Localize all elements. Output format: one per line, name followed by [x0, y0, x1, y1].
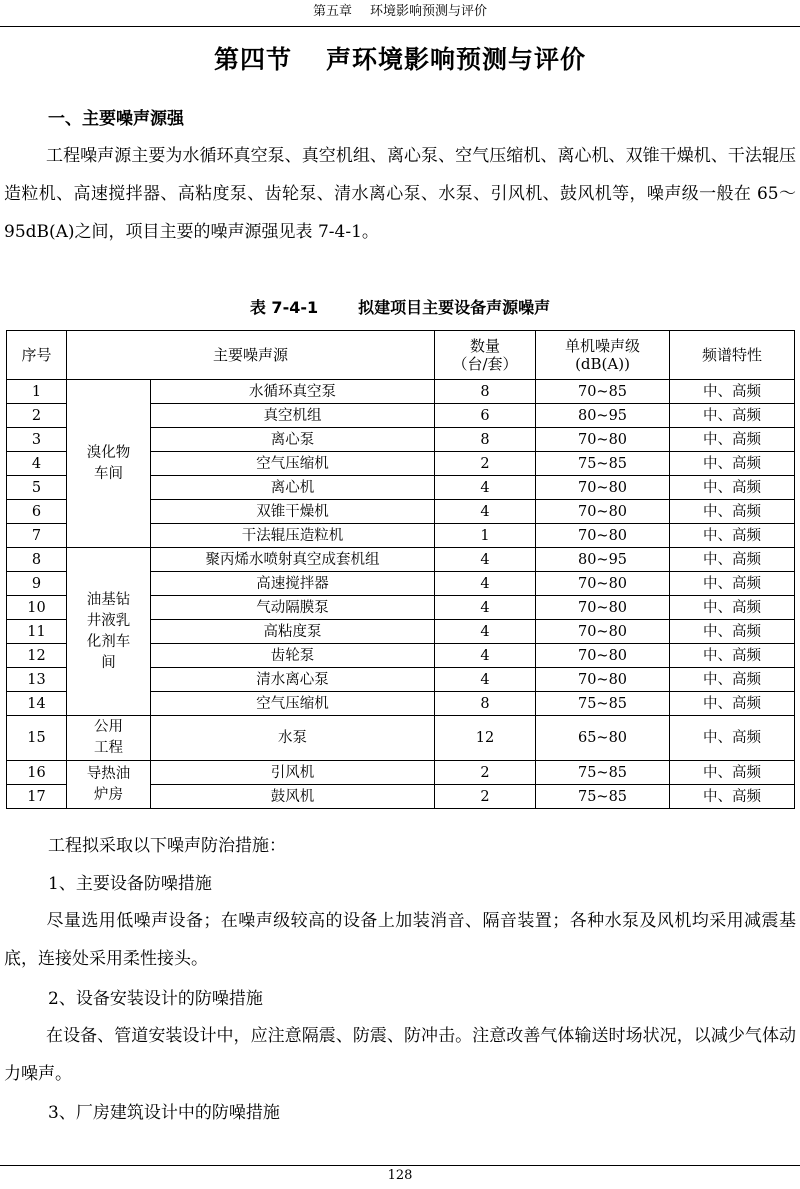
table-row: 6 双锥干燥机 4 70~80 中、高频: [7, 500, 795, 524]
group-bromide-workshop: 溴化物 车间: [67, 380, 151, 548]
measure-3-title: 3、厂房建筑设计中的防噪措施: [48, 1103, 280, 1123]
table-row: 14 空气压缩机 8 75~85 中、高频: [7, 692, 795, 716]
table-row: 3 离心泵 8 70~80 中、高频: [7, 428, 795, 452]
header-quantity: 数量 （台/套）: [435, 331, 536, 380]
measure-2-text: 在设备、管道安装设计中，应注意隔震、防震、防冲击。注意改善气体输送时场状况，以减少气体动力噪声。: [4, 1026, 796, 1084]
group-utilities: 公用 工程: [67, 716, 151, 761]
table-row: 11 高粘度泵 4 70~80 中、高频: [7, 620, 795, 644]
table-number: 表 7-4-1: [249, 298, 319, 317]
footer-rule: [0, 1165, 800, 1166]
chapter-title: 环境影响预测与评价: [370, 4, 488, 19]
table-caption: [0, 295, 800, 318]
table-row: 7 干法辊压造粒机 1 70~80 中、高频: [7, 524, 795, 548]
table-row: 5 离心机 4 70~80 中、高频: [7, 476, 795, 500]
noise-source-table: [6, 330, 795, 809]
table-row: 8 油基钻 井液乳 化剂车 间 聚丙烯水喷射真空成套机组 4 80~95 中、高频: [7, 548, 795, 572]
table-row: 13 清水离心泵 4 70~80 中、高频: [7, 668, 795, 692]
table-header-row: [7, 331, 795, 380]
group-drilling-fluid-workshop: 油基钻 井液乳 化剂车 间: [67, 548, 151, 716]
intro-paragraph-text: 工程噪声源主要为水循环真空泵、真空机组、离心泵、空气压缩机、离心机、双锥干燥机、干法辊压造粒机、高速搅拌器、高粘度泵、齿轮泵、清水离心泵、水泵、引风机、鼓风机等，噪声级一般在 65～95dB(A)之间，项目主要的噪声源强见表 7-4-1。: [4, 146, 796, 242]
header-spectrum: 频谱特性: [670, 331, 795, 380]
table-row: 16 导热油 炉房 引风机 2 75~85 中、高频: [7, 761, 795, 785]
group-heat-oil-boiler-room: 导热油 炉房: [67, 761, 151, 809]
measures-intro: 工程拟采取以下噪声防治措施：: [48, 836, 286, 856]
page-number: 128: [387, 1168, 413, 1183]
table-row: 12 齿轮泵 4 70~80 中、高频: [7, 644, 795, 668]
header-noise-level: 单机噪声级 (dB(A)): [536, 331, 670, 380]
chapter-number: 第五章: [312, 4, 352, 19]
intro-paragraph: [4, 137, 796, 251]
header-seq: 序号: [7, 331, 67, 380]
section-title: [0, 40, 800, 76]
section-number: 第四节: [213, 45, 292, 74]
measure-2-title: 2、设备安装设计的防噪措施: [48, 989, 263, 1009]
measure-1-text: 尽量选用低噪声设备；在噪声级较高的设备上加装消音、隔音装置；各种水泵及风机均采用减震基底，连接处采用柔性接头。: [4, 911, 796, 969]
table-row: 15 公用 工程 水泵 12 65~80 中、高频: [7, 716, 795, 761]
table-row: 1 溴化物 车间 水循环真空泵 8 70~85 中、高频: [7, 380, 795, 404]
table-row: 10 气动隔膜泵 4 70~80 中、高频: [7, 596, 795, 620]
table-row: 4 空气压缩机 2 75~85 中、高频: [7, 452, 795, 476]
table-row: 17 鼓风机 2 75~85 中、高频: [7, 785, 795, 809]
running-header: [0, 0, 800, 27]
section-title-text: 声环境影响预测与评价: [326, 45, 587, 74]
header-source: 主要噪声源: [67, 331, 435, 380]
table-row: 2 真空机组 6 80~95 中、高频: [7, 404, 795, 428]
table-title: 拟建项目主要设备声源噪声: [358, 298, 551, 317]
measure-1-title: 1、主要设备防噪措施: [48, 874, 212, 894]
subheading: 一、主要噪声源强: [48, 109, 184, 129]
table-row: 9 高速搅拌器 4 70~80 中、高频: [7, 572, 795, 596]
